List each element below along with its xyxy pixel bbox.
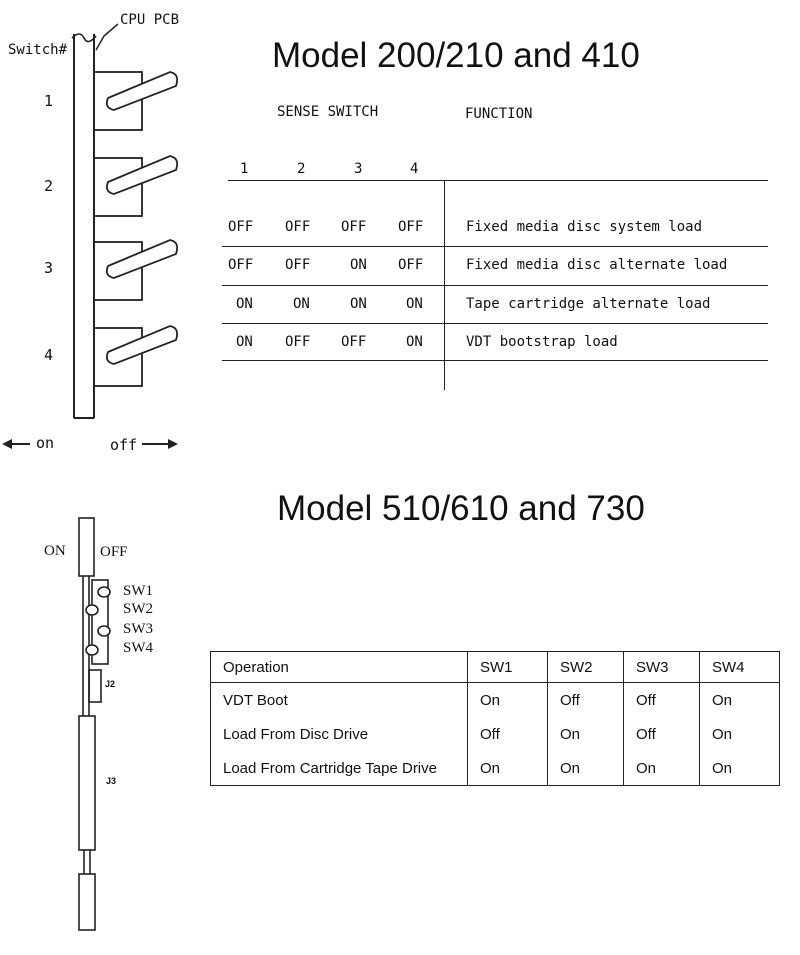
sw1-label: SW1: [123, 583, 153, 599]
row4-rule: [222, 360, 768, 361]
row4-sw4: ON: [406, 334, 423, 350]
header-sw2: SW2: [548, 652, 624, 683]
function-header: FUNCTION: [465, 106, 533, 122]
row4-function: VDT bootstrap load: [466, 334, 618, 350]
row3-sw1: ON: [236, 296, 253, 312]
row3-rule: [222, 323, 768, 324]
header-operation: Operation: [211, 652, 468, 683]
row3-function: Tape cartridge alternate load: [466, 296, 711, 312]
row2-sw4: OFF: [398, 257, 424, 273]
row-sw2: On: [548, 717, 624, 751]
row3-sw2: ON: [293, 296, 310, 312]
operation-table: [210, 651, 780, 786]
row-operation: Load From Disc Drive: [211, 717, 468, 751]
row2-function: Fixed media disc alternate load: [466, 257, 728, 273]
j2-label: J2: [105, 679, 116, 689]
switch-col-1: 1: [240, 161, 249, 177]
row4-sw2: OFF: [285, 334, 311, 350]
row-sw3: On: [624, 751, 700, 786]
header-sw4: SW4: [700, 652, 780, 683]
row1-rule: [222, 246, 768, 247]
switch-number-header: Switch#: [8, 42, 68, 58]
row-sw4: On: [700, 683, 780, 718]
switch-number-4: 4: [44, 346, 54, 364]
row2-rule: [222, 285, 768, 286]
on-direction-label: on: [36, 434, 55, 452]
row-sw2: On: [548, 751, 624, 786]
switch-col-3: 3: [354, 161, 363, 177]
board-drawing: [30, 510, 190, 950]
sw4-label: SW4: [123, 640, 153, 656]
operation-table-header: [211, 652, 780, 683]
row2-sw3: ON: [350, 257, 367, 273]
table-row: [211, 751, 780, 786]
row1-sw3: OFF: [341, 219, 367, 235]
row-sw2: Off: [548, 683, 624, 718]
board-off-label: OFF: [100, 544, 128, 560]
header-sw3: SW3: [624, 652, 700, 683]
section1-title: Model 200/210 and 410: [272, 36, 640, 75]
j3-label: J3: [106, 776, 117, 786]
switch-col-4: 4: [410, 161, 419, 177]
row3-sw3: ON: [350, 296, 367, 312]
row1-sw1: OFF: [228, 219, 254, 235]
off-direction-label: off: [110, 436, 138, 454]
switch-col-2: 2: [297, 161, 306, 177]
sw3-label: SW3: [123, 621, 153, 637]
sw2-label: SW2: [123, 601, 153, 617]
row1-function: Fixed media disc system load: [466, 219, 703, 235]
row-sw4: On: [700, 717, 780, 751]
row-sw1: On: [468, 751, 548, 786]
row1-sw2: OFF: [285, 219, 311, 235]
switch-number-2: 2: [44, 177, 54, 195]
row-sw1: On: [468, 683, 548, 718]
row-sw3: Off: [624, 717, 700, 751]
row2-sw1: OFF: [228, 257, 254, 273]
board-on-label: ON: [44, 543, 66, 559]
row-operation: Load From Cartridge Tape Drive: [211, 751, 468, 786]
row4-sw3: OFF: [341, 334, 367, 350]
board-switch-diagram: [30, 510, 190, 950]
row3-sw4: ON: [406, 296, 423, 312]
row-sw1: Off: [468, 717, 548, 751]
table-row: [211, 683, 780, 718]
row2-sw2: OFF: [285, 257, 311, 273]
section2-title: Model 510/610 and 730: [277, 489, 645, 528]
table-row: [211, 717, 780, 751]
switch-number-1: 1: [44, 92, 54, 110]
pcb-switch-diagram: [0, 0, 200, 470]
row4-sw1: ON: [236, 334, 253, 350]
sense-switch-header: SENSE SWITCH: [277, 104, 379, 120]
switch-number-3: 3: [44, 259, 54, 277]
pcb-label: CPU PCB: [120, 12, 180, 28]
row-sw3: Off: [624, 683, 700, 718]
row-sw4: On: [700, 751, 780, 786]
table-header-rule: [228, 180, 768, 181]
row-operation: VDT Boot: [211, 683, 468, 718]
row1-sw4: OFF: [398, 219, 424, 235]
pcb-switch-drawing: [0, 0, 200, 470]
header-sw1: SW1: [468, 652, 548, 683]
